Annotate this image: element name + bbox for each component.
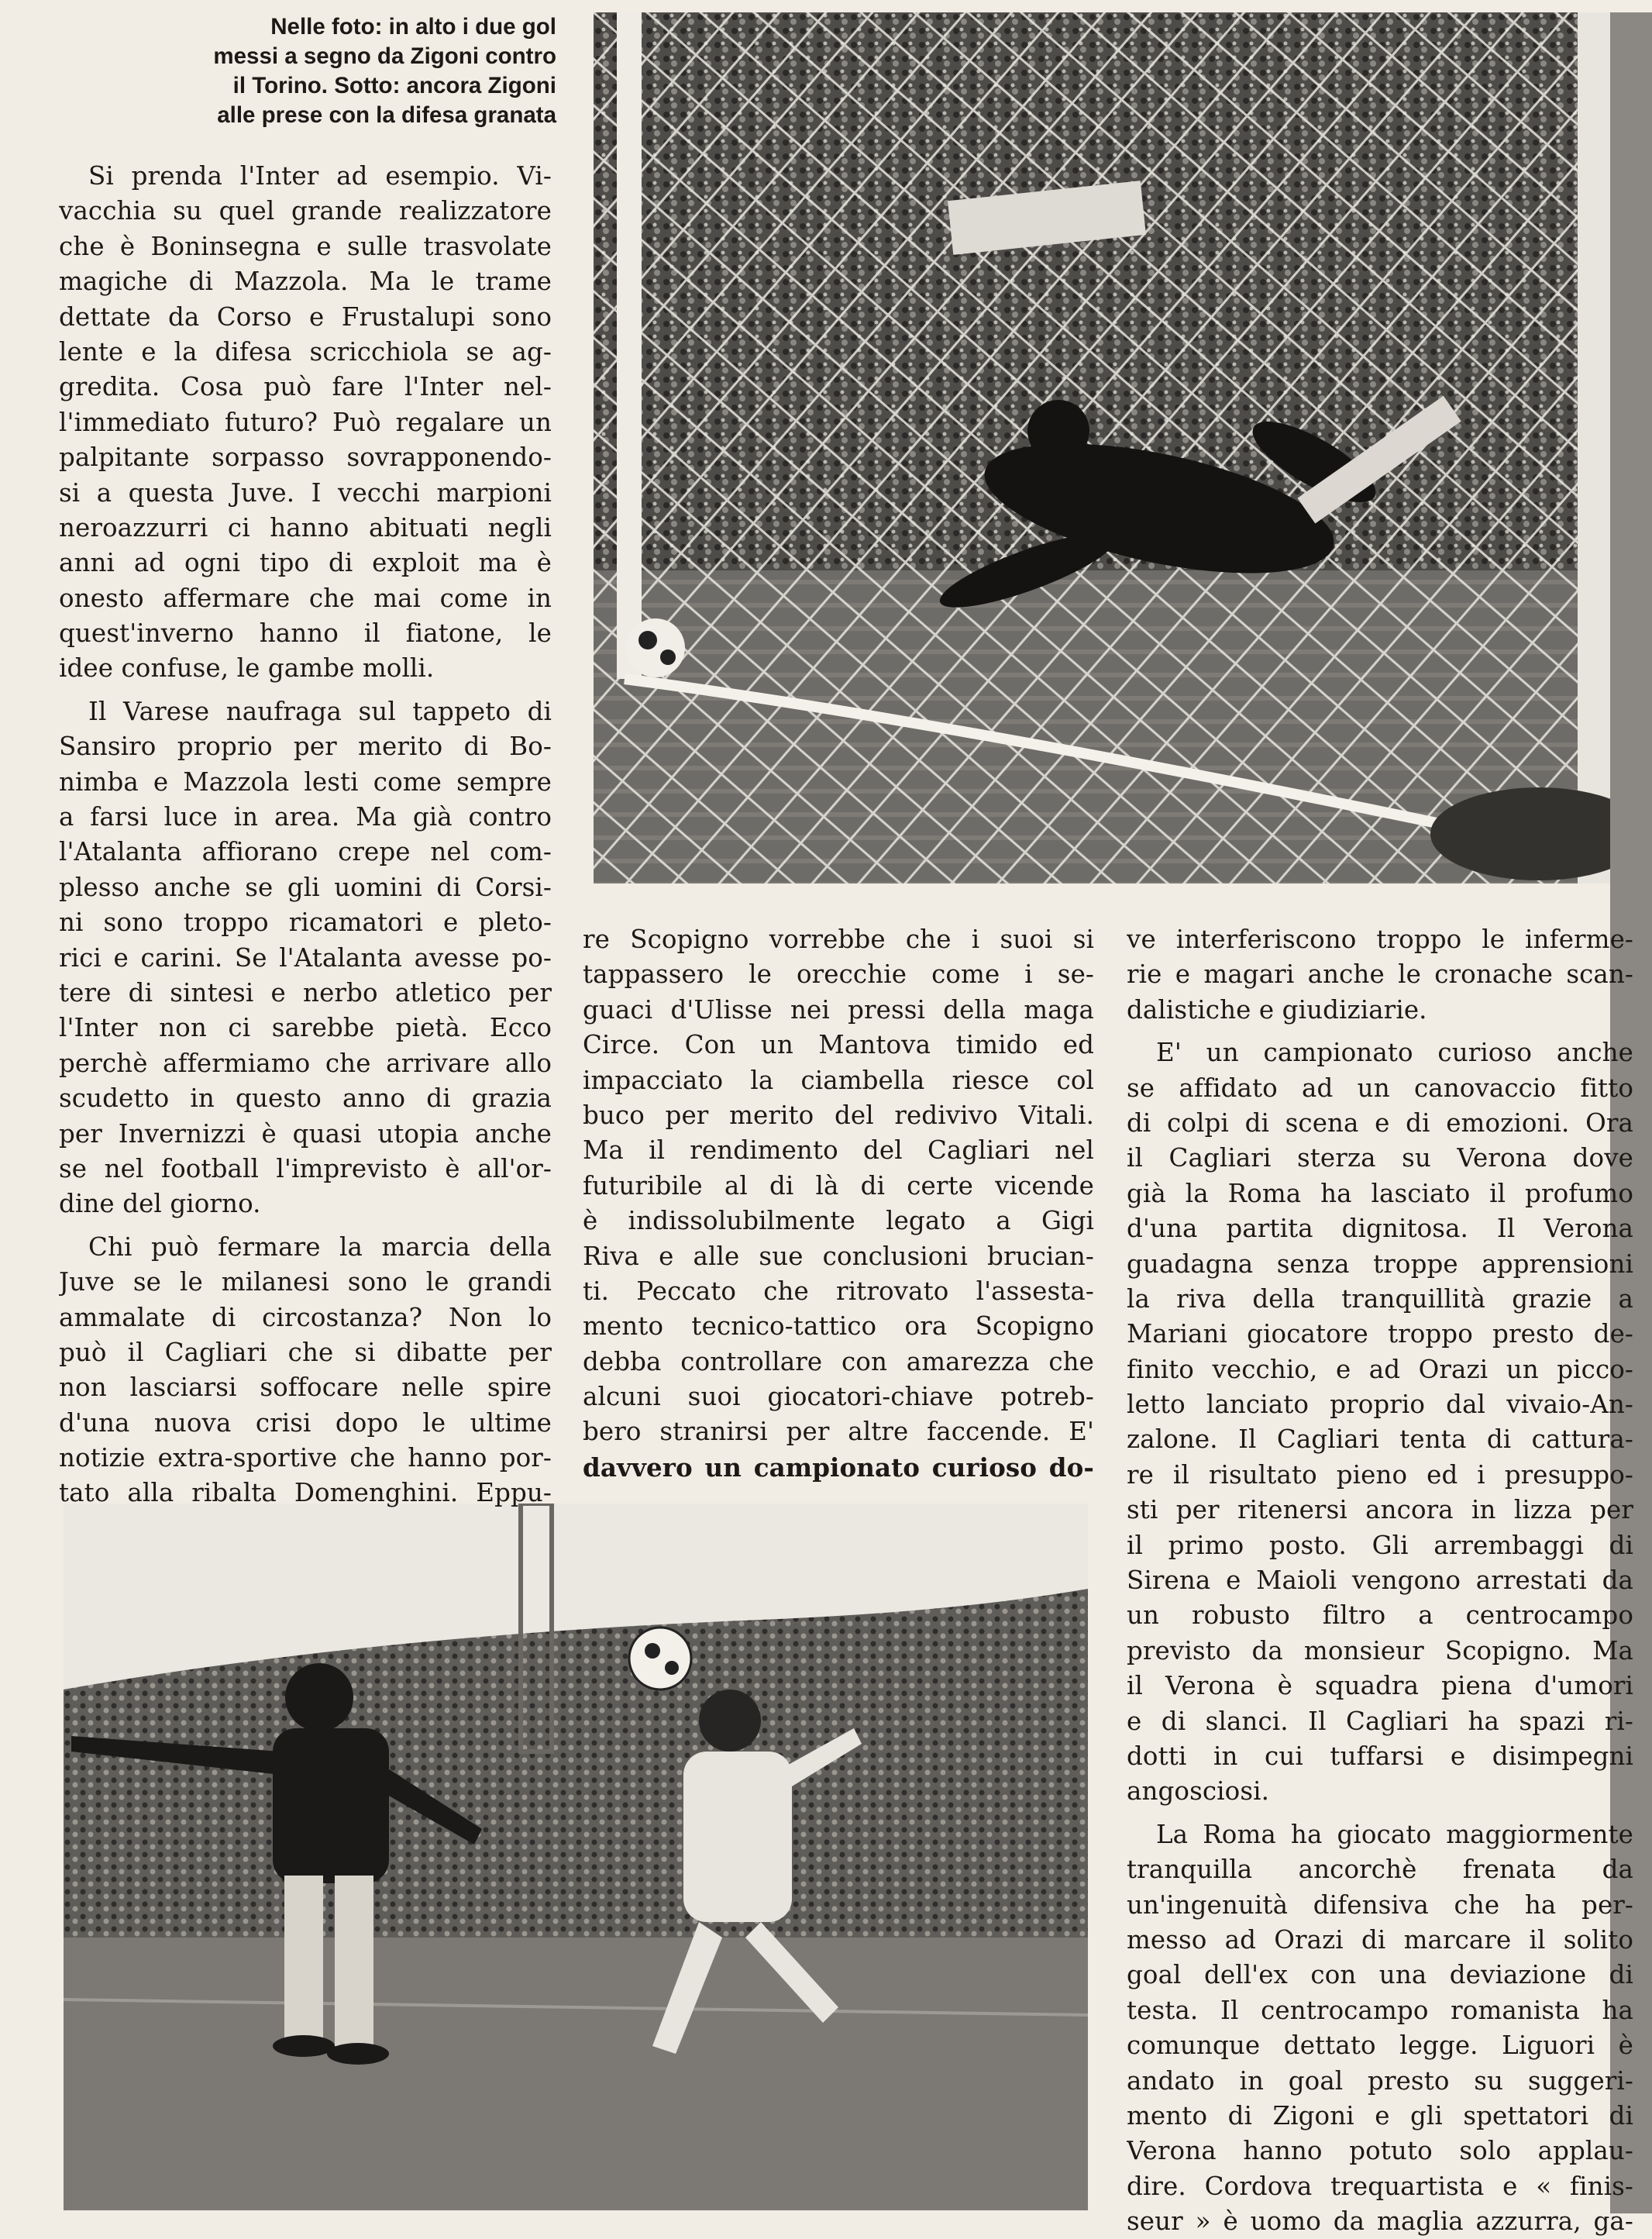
text-line: zalone. Il Cagliari tenta di cattura- xyxy=(1127,1424,1633,1455)
text-line: dotti in cui tuffarsi e disimpegni xyxy=(1127,1741,1633,1771)
text-line: futuribile al di là di certe vicende xyxy=(583,1170,1094,1200)
text-line: dire. Cordova trequartista e « finis- xyxy=(1127,2171,1633,2201)
text-line: buco per merito del redivivo Vitali. xyxy=(583,1100,1094,1130)
text-line: Ma il rendimento del Cagliari nel xyxy=(583,1135,1094,1166)
text-line: rici e carini. Se l'Atalanta avesse po- xyxy=(59,942,552,973)
text-line: il Cagliari sterza su Verona dove xyxy=(1127,1143,1633,1173)
text-line: il primo posto. Gli arrembaggi di xyxy=(1127,1530,1633,1560)
text-line: anni ad ogni tipo di exploit ma è xyxy=(59,548,552,578)
caption-line: Nelle foto: in alto i due gol xyxy=(270,14,556,40)
text-line: comunque dettato legge. Liguori è xyxy=(1127,2031,1633,2061)
text-line: E' un campionato curioso anche xyxy=(1156,1038,1633,1068)
text-line: il Verona è squadra piena d'umori xyxy=(1127,1671,1633,1701)
text-line: davvero un campionato curioso do- xyxy=(583,1452,1094,1483)
text-line: tere di sintesi e nerbo atletico per xyxy=(59,977,552,1008)
text-line: vacchia su quel grande realizzatore xyxy=(59,196,552,226)
text-line: guadagna senza troppe apprensioni xyxy=(1127,1249,1633,1279)
text-line: mento tecnico-tattico ora Scopigno xyxy=(583,1311,1094,1342)
article-column-2 xyxy=(583,922,1094,1485)
caption-line: messi a segno da Zigoni contro xyxy=(213,43,556,69)
text-line: Mariani giocatore troppo presto de- xyxy=(1127,1319,1633,1349)
text-line: idee confuse, le gambe molli. xyxy=(59,653,435,684)
text-line: perchè affermiamo che arrivare allo xyxy=(59,1048,552,1078)
text-line: può il Cagliari che si dibatte per xyxy=(59,1337,552,1367)
text-line: Si prenda l'Inter ad esempio. Vi- xyxy=(88,161,552,191)
caption-line: il Torino. Sotto: ancora Zigoni xyxy=(232,73,556,98)
text-line: la riva della tranquillità grazie a xyxy=(1127,1283,1633,1314)
text-line: Sansiro proprio per merito di Bo- xyxy=(59,732,552,762)
text-line: non lasciarsi soffocare nelle spire xyxy=(59,1373,552,1403)
text-line: se affidato ad un canovaccio fitto xyxy=(1127,1073,1633,1103)
text-line: Circe. Con un Mantova timido ed xyxy=(583,1030,1094,1060)
text-line: già la Roma ha lasciato il profumo xyxy=(1127,1178,1633,1208)
text-line: dalistiche e giudiziarie. xyxy=(1127,994,1427,1025)
article-column-1 xyxy=(59,159,552,1511)
text-line: re il risultato pieno ed i presuppo- xyxy=(1127,1459,1633,1490)
text-line: Riva e alle sue conclusioni brucian- xyxy=(583,1241,1094,1271)
text-line: e di slanci. Il Cagliari ha spazi ri- xyxy=(1127,1706,1633,1736)
text-line: per Invernizzi è quasi utopia anche xyxy=(59,1118,552,1149)
text-line: rie e magari anche le cronache scan- xyxy=(1127,959,1633,990)
text-line: impacciato la ciambella riesce col xyxy=(583,1065,1094,1095)
caption-line: alle prese con la difesa granata xyxy=(217,102,556,128)
text-line: se nel football l'imprevisto è all'or- xyxy=(59,1153,552,1183)
text-line: scudetto in questo anno di grazia xyxy=(59,1083,552,1114)
text-line: alcuni suoi giocatori-chiave potreb- xyxy=(583,1382,1094,1412)
text-line: d'una nuova crisi dopo le ultime xyxy=(59,1407,552,1438)
text-line: che è Boninsegna e sulle trasvolate xyxy=(59,231,552,261)
text-line: ti. Peccato che ritrovato l'assesta- xyxy=(583,1276,1094,1306)
text-line: quest'inverno hanno il fiatone, le xyxy=(59,618,552,649)
text-line: andato in goal presto su suggeri- xyxy=(1127,2065,1633,2096)
text-line: lente e la difesa scricchiola se ag- xyxy=(59,336,552,367)
text-line: palpitante sorpasso sovrapponendo- xyxy=(59,443,552,473)
text-line: mento di Zigoni e gli spettatori di xyxy=(1127,2100,1633,2130)
text-line: bero stranirsi per altre faccende. E' xyxy=(583,1417,1094,1447)
text-line: angosciosi. xyxy=(1127,1776,1270,1807)
text-line: tranquilla ancorchè frenata da xyxy=(1127,1855,1633,1885)
text-line: ammalate di circostanza? Non lo xyxy=(59,1302,552,1332)
text-line: d'una partita dignitosa. Il Verona xyxy=(1127,1214,1633,1244)
text-line: magiche di Mazzola. Ma le trame xyxy=(59,267,552,297)
text-line: messo ad Orazi di marcare il solito xyxy=(1127,1924,1633,1955)
text-line: previsto da monsieur Scopigno. Ma xyxy=(1127,1635,1633,1665)
text-line: tappassero le orecchie come i se- xyxy=(583,959,1094,990)
text-line: re Scopigno vorrebbe che i suoi si xyxy=(583,925,1094,954)
text-line: è indissolubilmente legato a Gigi xyxy=(583,1206,1094,1236)
text-line: Chi può fermare la marcia della xyxy=(88,1231,552,1262)
text-line: un robusto filtro a centrocampo xyxy=(1127,1600,1633,1631)
text-line: plesso anche se gli uomini di Corsi- xyxy=(59,872,552,902)
text-line: Sirena e Maioli vengono arrestati da xyxy=(1127,1566,1633,1596)
text-line: debba controllare con amarezza che xyxy=(583,1346,1094,1376)
text-line: l'Inter non ci sarebbe pietà. Ecco xyxy=(59,1013,552,1043)
text-line: nimba e Mazzola lesti come sempre xyxy=(59,766,552,797)
text-line: ve interferiscono troppo le infermе- xyxy=(1127,925,1633,954)
text-line: a farsi luce in area. Ma già contro xyxy=(59,802,552,832)
text-line: dettate da Corso e Frustalupi sono xyxy=(59,301,552,332)
text-line: guaci d'Ulisse nei pressi della maga xyxy=(583,994,1094,1025)
text-line: sti per ritenersi ancora in lizza per xyxy=(1127,1495,1633,1525)
text-line: Verona hanno potuto solo applau- xyxy=(1127,2136,1633,2166)
text-line: finito vecchio, e ad Orazi un picco- xyxy=(1127,1354,1633,1384)
text-line: ni sono troppo ricamatori e pleto- xyxy=(59,908,552,938)
text-line: l'immediato futuro? Può regalare un xyxy=(59,407,552,437)
text-line: Il Varese naufraga sul tappeto di xyxy=(88,696,552,726)
text-line: un'ingenuità difensiva che ha per- xyxy=(1127,1889,1633,1920)
text-line: l'Atalanta affiorano crepe nel com- xyxy=(59,837,552,867)
text-line: di colpi di scena e di emozioni. Ora xyxy=(1127,1107,1633,1138)
text-line: testa. Il centrocampo romanista ha xyxy=(1127,1995,1633,2025)
text-line: notizie extra-sportive che hanno por- xyxy=(59,1443,552,1473)
text-line: seur » è uomo da maglia azzurra, ga- xyxy=(1127,2206,1633,2237)
photo-goal-save xyxy=(594,12,1630,884)
text-line: La Roma ha giocato maggiormente xyxy=(1156,1819,1633,1849)
text-line: letto lanciato proprio dal vivaio-An- xyxy=(1127,1390,1633,1420)
text-line: Juve se le milanesi sono le grandi xyxy=(59,1267,552,1297)
text-line: onesto affermare che mai come in xyxy=(59,583,552,613)
text-line: dine del giorno. xyxy=(59,1189,261,1219)
text-line: neroazzurri ci hanno abituati negli xyxy=(59,512,552,543)
text-line: gredita. Cosa può fare l'Inter nel- xyxy=(59,372,552,402)
text-line: tato alla ribalta Domenghini. Eppu- xyxy=(59,1478,552,1508)
text-line: si a questa Juve. I vecchi marpioni xyxy=(59,477,552,508)
text-line: goal dell'ex con una deviazione di xyxy=(1127,1960,1633,1990)
photo-caption xyxy=(101,12,556,130)
article-column-3 xyxy=(1127,922,1633,2239)
photo-players-action xyxy=(64,1504,1088,2210)
